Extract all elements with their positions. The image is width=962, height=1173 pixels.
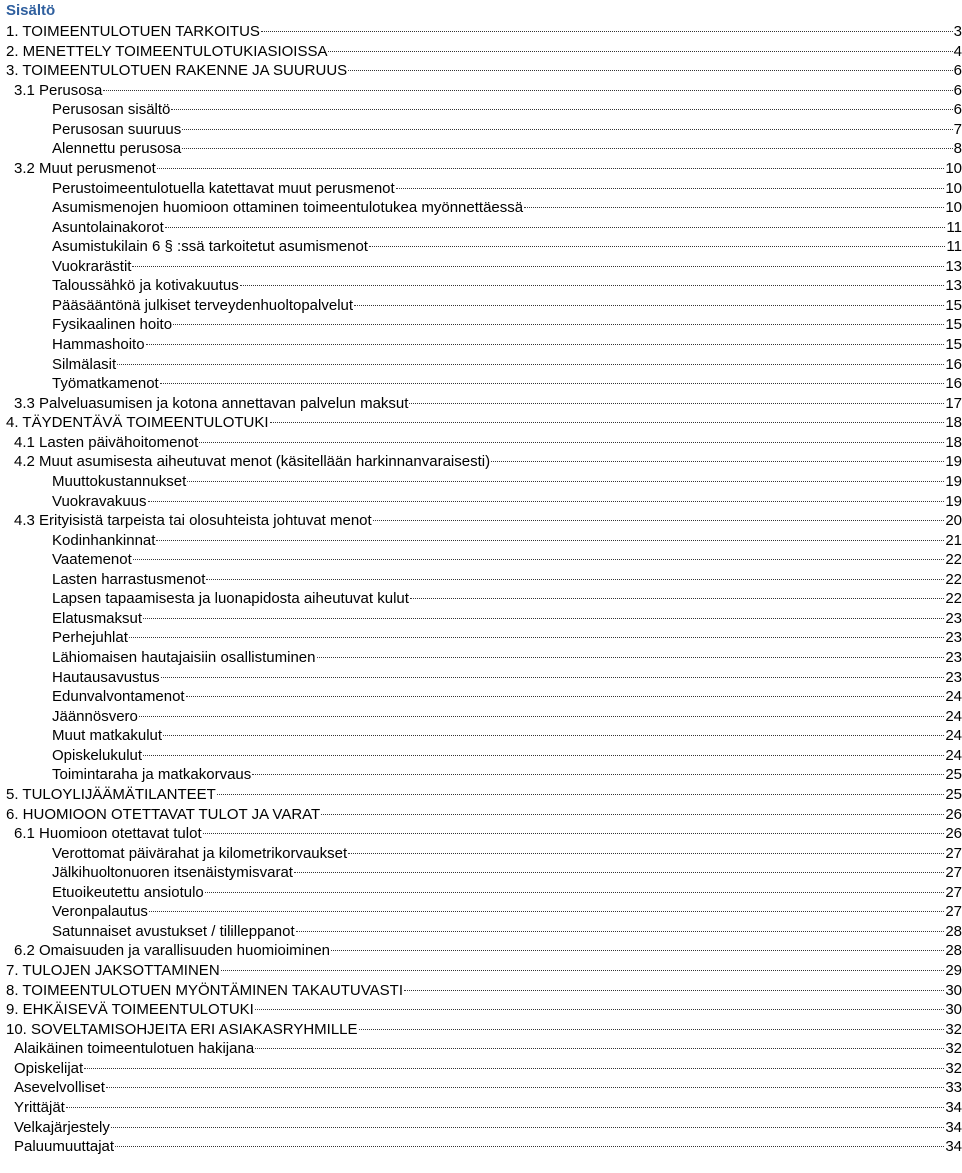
toc-entry[interactable] (0, 628, 962, 648)
toc-title: Sisältö (6, 2, 56, 19)
toc-entry[interactable] (0, 648, 962, 668)
toc-entry-title: 7. TULOJEN JAKSOTTAMINEN (6, 962, 220, 979)
dot-leader (270, 421, 945, 423)
toc-entry-page-number: 15 (945, 336, 962, 353)
toc-entry-page-number: 32 (945, 1059, 962, 1077)
toc-entry-page-number: 22 (945, 570, 962, 588)
toc-entry[interactable] (0, 61, 962, 81)
dot-leader (205, 891, 945, 893)
toc-entry[interactable] (0, 511, 962, 531)
dot-leader (173, 323, 944, 325)
dot-leader (143, 754, 944, 756)
dot-leader (221, 969, 945, 971)
toc-entry-title: 3.2 Muut perusmenot (14, 159, 156, 177)
toc-entry-title: Muut matkakulut (52, 727, 163, 745)
toc-entry-title: Perhejuhlat (52, 629, 128, 647)
toc-entry-title: Muuttokustannukset (52, 472, 187, 490)
toc-entry-title: Fysikaalinen hoito (52, 316, 173, 334)
dot-leader (206, 578, 944, 580)
toc-entry-title: 3.3 Palveluasumisen ja kotona annettavan palvelun maksut (14, 394, 409, 412)
toc-entry[interactable] (0, 726, 962, 746)
toc-entry-title: 6.2 Omaisuuden ja varallisuuden huomioiminen (14, 942, 331, 960)
toc-entry-title: Hammashoito (52, 336, 145, 353)
toc-entry-title: Asuntolainakorot (52, 218, 164, 236)
toc-entry[interactable] (0, 668, 962, 688)
toc-entry-page-number: 27 (945, 844, 962, 862)
toc-entry-page-number: 24 (945, 688, 962, 706)
toc-entry-title: Työmatkamenot (52, 375, 159, 393)
dot-leader (186, 695, 945, 697)
toc-entry-page-number: 6 (953, 101, 962, 119)
toc-entry-title: Satunnaiset avustukset / tililleppanot (52, 922, 295, 940)
dot-leader (410, 597, 944, 599)
dot-leader (294, 871, 944, 873)
toc-entry-title: 4.3 Erityisistä tarpeista tai olosuhteista johtuvat menot (14, 512, 372, 530)
toc-entry-page-number: 23 (945, 668, 962, 686)
toc-entry[interactable] (0, 609, 962, 629)
toc-entry[interactable] (0, 394, 962, 414)
toc-entry[interactable] (0, 1098, 962, 1118)
toc-entry[interactable] (0, 179, 962, 199)
dot-leader (106, 1086, 944, 1088)
toc-entry[interactable] (0, 1039, 962, 1059)
toc-entry-title: Toimintaraha ja matkakorvaus (52, 766, 252, 784)
toc-entry-page-number: 19 (945, 453, 962, 471)
toc-entry-page-number: 27 (945, 883, 962, 901)
dot-leader (359, 1028, 945, 1030)
toc-entry[interactable] (0, 805, 962, 825)
toc-entry[interactable] (0, 472, 962, 492)
toc-entry-title: 1. TOIMEENTULOTUEN TARKOITUS (6, 23, 260, 40)
toc-entry-page-number: 25 (945, 785, 962, 803)
dot-leader (255, 1008, 944, 1010)
dot-leader (133, 558, 945, 560)
toc-entry-title: Lasten harrastusmenot (52, 570, 206, 588)
toc-entry[interactable] (0, 765, 962, 785)
dot-leader (187, 480, 944, 482)
toc-entry[interactable] (0, 844, 962, 864)
dot-leader (115, 1145, 944, 1147)
toc-entry-page-number: 10 (945, 159, 962, 177)
toc-entry-title: Kodinhankinnat (52, 531, 156, 549)
toc-entry[interactable] (0, 492, 962, 512)
dot-leader (261, 30, 953, 32)
toc-entry[interactable] (0, 941, 962, 961)
toc-entry[interactable] (0, 139, 962, 159)
toc-entry-title: Silmälasit (52, 355, 117, 373)
toc-entry-title: 4.1 Lasten päivähoitomenot (14, 433, 199, 451)
toc-entry[interactable] (0, 824, 962, 844)
toc-entry-page-number: 22 (945, 590, 962, 608)
toc-entry-page-number: 26 (945, 805, 962, 823)
toc-entry-page-number: 8 (953, 140, 962, 158)
toc-entry-title: Asumismenojen huomioon ottaminen toimeentulotukea myönnettäessä (52, 199, 524, 217)
toc-entry-page-number: 15 (945, 316, 962, 334)
toc-entry-page-number: 28 (945, 942, 962, 960)
toc-entry-page-number: 25 (945, 766, 962, 784)
toc-entry-title: 6.1 Huomioon otettavat tulot (14, 825, 202, 843)
toc-entry-title: Etuoikeutettu ansiotulo (52, 883, 204, 901)
dot-leader (84, 1067, 944, 1069)
toc-entry-page-number: 22 (945, 551, 962, 569)
toc-entry-page-number: 10 (945, 179, 962, 197)
toc-entry-page-number: 18 (945, 433, 962, 451)
toc-entry-title: Asevelvolliset (14, 1079, 105, 1097)
toc-entry[interactable] (0, 1000, 962, 1020)
dot-leader (163, 734, 944, 736)
toc-entry-title: Yrittäjät (14, 1098, 65, 1116)
dot-leader (148, 500, 945, 502)
toc-entry-page-number: 30 (945, 1001, 962, 1019)
toc-entry-title: 4.2 Muut asumisesta aiheutuvat menot (käsitellään harkinnanvaraisesti) (14, 453, 491, 471)
toc-entry[interactable] (0, 22, 962, 42)
toc-entry-page-number: 11 (946, 238, 962, 256)
toc-entry-page-number: 21 (945, 531, 962, 549)
toc-entry-page-number: 11 (946, 218, 962, 236)
toc-entry-page-number: 24 (945, 707, 962, 725)
toc-entry-page-number: 34 (945, 1098, 962, 1116)
toc-entry-page-number: 33 (945, 1079, 962, 1097)
dot-leader (409, 402, 944, 404)
toc-entry-title: Jäännösvero (52, 707, 138, 725)
toc-entry[interactable] (0, 550, 962, 570)
toc-entry-title: Verottomat päivärahat ja kilometrikorvaukset (52, 844, 348, 862)
dot-leader (117, 363, 944, 365)
dot-leader (66, 1106, 944, 1108)
toc-entry-page-number: 6 (953, 81, 962, 99)
dot-leader (240, 284, 945, 286)
toc-entry-title: Perusosan sisältö (52, 101, 171, 119)
toc-entry[interactable] (0, 531, 962, 551)
dot-leader (143, 617, 944, 619)
toc-entry[interactable] (0, 413, 962, 433)
dot-leader (157, 167, 945, 169)
toc-entry-page-number: 24 (945, 746, 962, 764)
toc-entry-page-number: 6 (953, 62, 962, 80)
dot-leader (524, 206, 944, 208)
dot-leader (348, 852, 944, 854)
toc-entry-page-number: 7 (953, 120, 962, 138)
toc-entry[interactable] (0, 296, 962, 316)
toc-entry-title: Alaikäinen toimeentulotuen hakijana (14, 1040, 255, 1058)
toc-entry[interactable] (0, 433, 962, 453)
toc-entry-page-number: 34 (945, 1118, 962, 1136)
toc-entry[interactable] (0, 746, 962, 766)
toc-entry-title: 9. EHKÄISEVÄ TOIMEENTULOTUKI (6, 1001, 254, 1019)
toc-entry-title: Lähiomaisen hautajaisiin osallistuminen (52, 649, 316, 666)
toc-entry-title: Edunvalvontamenot (52, 688, 185, 706)
toc-entry-page-number: 30 (945, 981, 962, 999)
toc-entry-title: Alennettu perusosa (52, 140, 182, 158)
toc-entry-page-number: 20 (945, 512, 962, 530)
dot-leader (160, 382, 945, 384)
dot-leader (165, 226, 946, 228)
toc-entry[interactable] (0, 218, 962, 238)
toc-entry-page-number: 34 (945, 1138, 962, 1156)
toc-entry-page-number: 10 (945, 199, 962, 217)
toc-entry[interactable] (0, 1059, 962, 1079)
toc-entry[interactable] (0, 276, 962, 296)
toc-entry[interactable] (0, 922, 962, 942)
dot-leader (156, 539, 944, 541)
toc-entry[interactable] (0, 961, 962, 981)
toc-entry-page-number: 28 (945, 922, 962, 940)
dot-leader (203, 832, 945, 834)
toc-entry[interactable] (0, 198, 962, 218)
toc-entry-title: Asumistukilain 6 § :ssä tarkoitetut asumismenot (52, 238, 368, 256)
toc-entry[interactable] (0, 1078, 962, 1098)
dot-leader (182, 128, 952, 130)
dot-leader (331, 949, 944, 951)
dot-leader (103, 89, 952, 91)
toc-entry[interactable] (0, 452, 962, 472)
toc-entry-title: Elatusmaksut (52, 609, 143, 627)
dot-leader (373, 519, 945, 521)
dot-leader (317, 656, 945, 658)
toc-entry-title: Perustoimeentulotuella katettavat muut perusmenot (52, 179, 395, 197)
toc-entry[interactable] (0, 570, 962, 590)
toc-entry-page-number: 13 (945, 277, 962, 295)
dot-leader (296, 930, 945, 932)
toc-entry-page-number: 32 (945, 1020, 962, 1038)
toc-entry-page-number: 13 (945, 257, 962, 275)
toc-entry-title: Perusosan suuruus (52, 120, 182, 138)
toc-entry[interactable] (0, 902, 962, 922)
toc-entry-title: Lapsen tapaamisesta ja luonapidosta aiheutuvat kulut (52, 590, 409, 608)
dot-leader (369, 245, 945, 247)
toc-entry-page-number: 23 (945, 609, 962, 627)
toc-entry-title: Opiskelukulut (52, 746, 143, 764)
toc-entry-page-number: 3 (953, 23, 962, 40)
toc-entry-page-number: 23 (945, 649, 962, 666)
toc-entry-page-number: 24 (945, 727, 962, 745)
toc-entry-title: 5. TULOYLIJÄÄMÄTILANTEET (6, 785, 216, 803)
toc-entry-page-number: 19 (945, 492, 962, 510)
toc-entry[interactable] (0, 257, 962, 277)
toc-entry[interactable] (0, 883, 962, 903)
toc-entry[interactable] (0, 374, 962, 394)
toc-entry-title: 6. HUOMIOON OTETTAVAT TULOT JA VARAT (6, 805, 321, 823)
dot-leader (139, 715, 944, 717)
toc-entry[interactable] (0, 1118, 962, 1138)
toc-entry-page-number: 23 (945, 629, 962, 647)
toc-entry[interactable] (0, 100, 962, 120)
dot-leader (132, 265, 944, 267)
dot-leader (146, 343, 945, 345)
toc-entry[interactable] (0, 81, 962, 101)
toc-entry-page-number: 15 (945, 296, 962, 314)
toc-entry[interactable] (0, 335, 962, 355)
dot-leader (199, 441, 944, 443)
toc-entry-title: 8. TOIMEENTULOTUEN MYÖNTÄMINEN TAKAUTUVASTI (6, 981, 403, 999)
toc-entry-title: Taloussähkö ja kotivakuutus (52, 277, 239, 295)
toc-entry-page-number: 18 (945, 414, 962, 432)
dot-leader (396, 187, 945, 189)
dot-leader (161, 676, 945, 678)
toc-entry[interactable] (0, 355, 962, 375)
toc-entry-page-number: 26 (945, 825, 962, 843)
toc-entry-title: Velkajärjestely (14, 1118, 110, 1136)
toc-entry[interactable] (0, 42, 962, 62)
toc-entry-title: Pääsääntönä julkiset terveydenhuoltopalvelut (52, 296, 354, 314)
dot-leader (255, 1047, 944, 1049)
toc-entry[interactable] (0, 863, 962, 883)
toc-list (0, 22, 962, 1157)
toc-entry-page-number: 16 (945, 355, 962, 373)
toc-entry-title: 2. MENETTELY TOIMEENTULOTUKIASIOISSA (6, 42, 328, 60)
toc-entry-title: 3.1 Perusosa (14, 81, 103, 99)
dot-leader (321, 813, 944, 815)
toc-entry-title: Vuokrarästit (52, 257, 132, 275)
toc-entry-page-number: 29 (945, 962, 962, 979)
dot-leader (149, 910, 944, 912)
dot-leader (354, 304, 944, 306)
toc-entry[interactable] (0, 120, 962, 140)
toc-entry[interactable] (0, 981, 962, 1001)
toc-entry-title: Vuokravakuus (52, 492, 147, 510)
dot-leader (182, 147, 952, 149)
toc-entry-page-number: 19 (945, 472, 962, 490)
toc-entry-page-number: 4 (953, 42, 962, 60)
toc-entry-title: Paluumuuttajat (14, 1138, 115, 1156)
toc-entry-title: Veronpalautus (52, 903, 148, 921)
toc-entry-title: 10. SOVELTAMISOHJEITA ERI ASIAKASRYHMILLE (6, 1020, 358, 1038)
toc-entry-page-number: 17 (945, 394, 962, 412)
toc-entry-title: Vaatemenot (52, 551, 132, 569)
dot-leader (129, 636, 944, 638)
toc-entry-title: Hautausavustus (52, 668, 160, 686)
dot-leader (348, 69, 952, 71)
dot-leader (404, 989, 944, 991)
toc-entry[interactable] (0, 687, 962, 707)
toc-entry[interactable] (0, 315, 962, 335)
dot-leader (111, 1126, 944, 1128)
toc-entry[interactable] (0, 1137, 962, 1157)
toc-entry-title: 4. TÄYDENTÄVÄ TOIMEENTULOTUKI (6, 414, 269, 432)
toc-entry[interactable] (0, 1020, 962, 1040)
toc-entry[interactable] (0, 159, 962, 179)
toc-entry-title: Jälkihuoltonuoren itsenäistymisvarat (52, 864, 293, 882)
dot-leader (252, 773, 944, 775)
toc-entry-page-number: 27 (945, 864, 962, 882)
toc-entry-title: 3. TOIMEENTULOTUEN RAKENNE JA SUURUUS (6, 62, 348, 80)
toc-entry[interactable] (0, 237, 962, 257)
toc-entry[interactable] (0, 785, 962, 805)
toc-entry-page-number: 32 (945, 1040, 962, 1058)
toc-entry-title: Opiskelijat (14, 1059, 84, 1077)
toc-entry[interactable] (0, 589, 962, 609)
toc-entry[interactable] (0, 707, 962, 727)
toc-entry-page-number: 27 (945, 903, 962, 921)
toc-entry-page-number: 16 (945, 375, 962, 393)
dot-leader (171, 108, 952, 110)
dot-leader (491, 460, 944, 462)
dot-leader (217, 793, 945, 795)
dot-leader (328, 50, 952, 52)
